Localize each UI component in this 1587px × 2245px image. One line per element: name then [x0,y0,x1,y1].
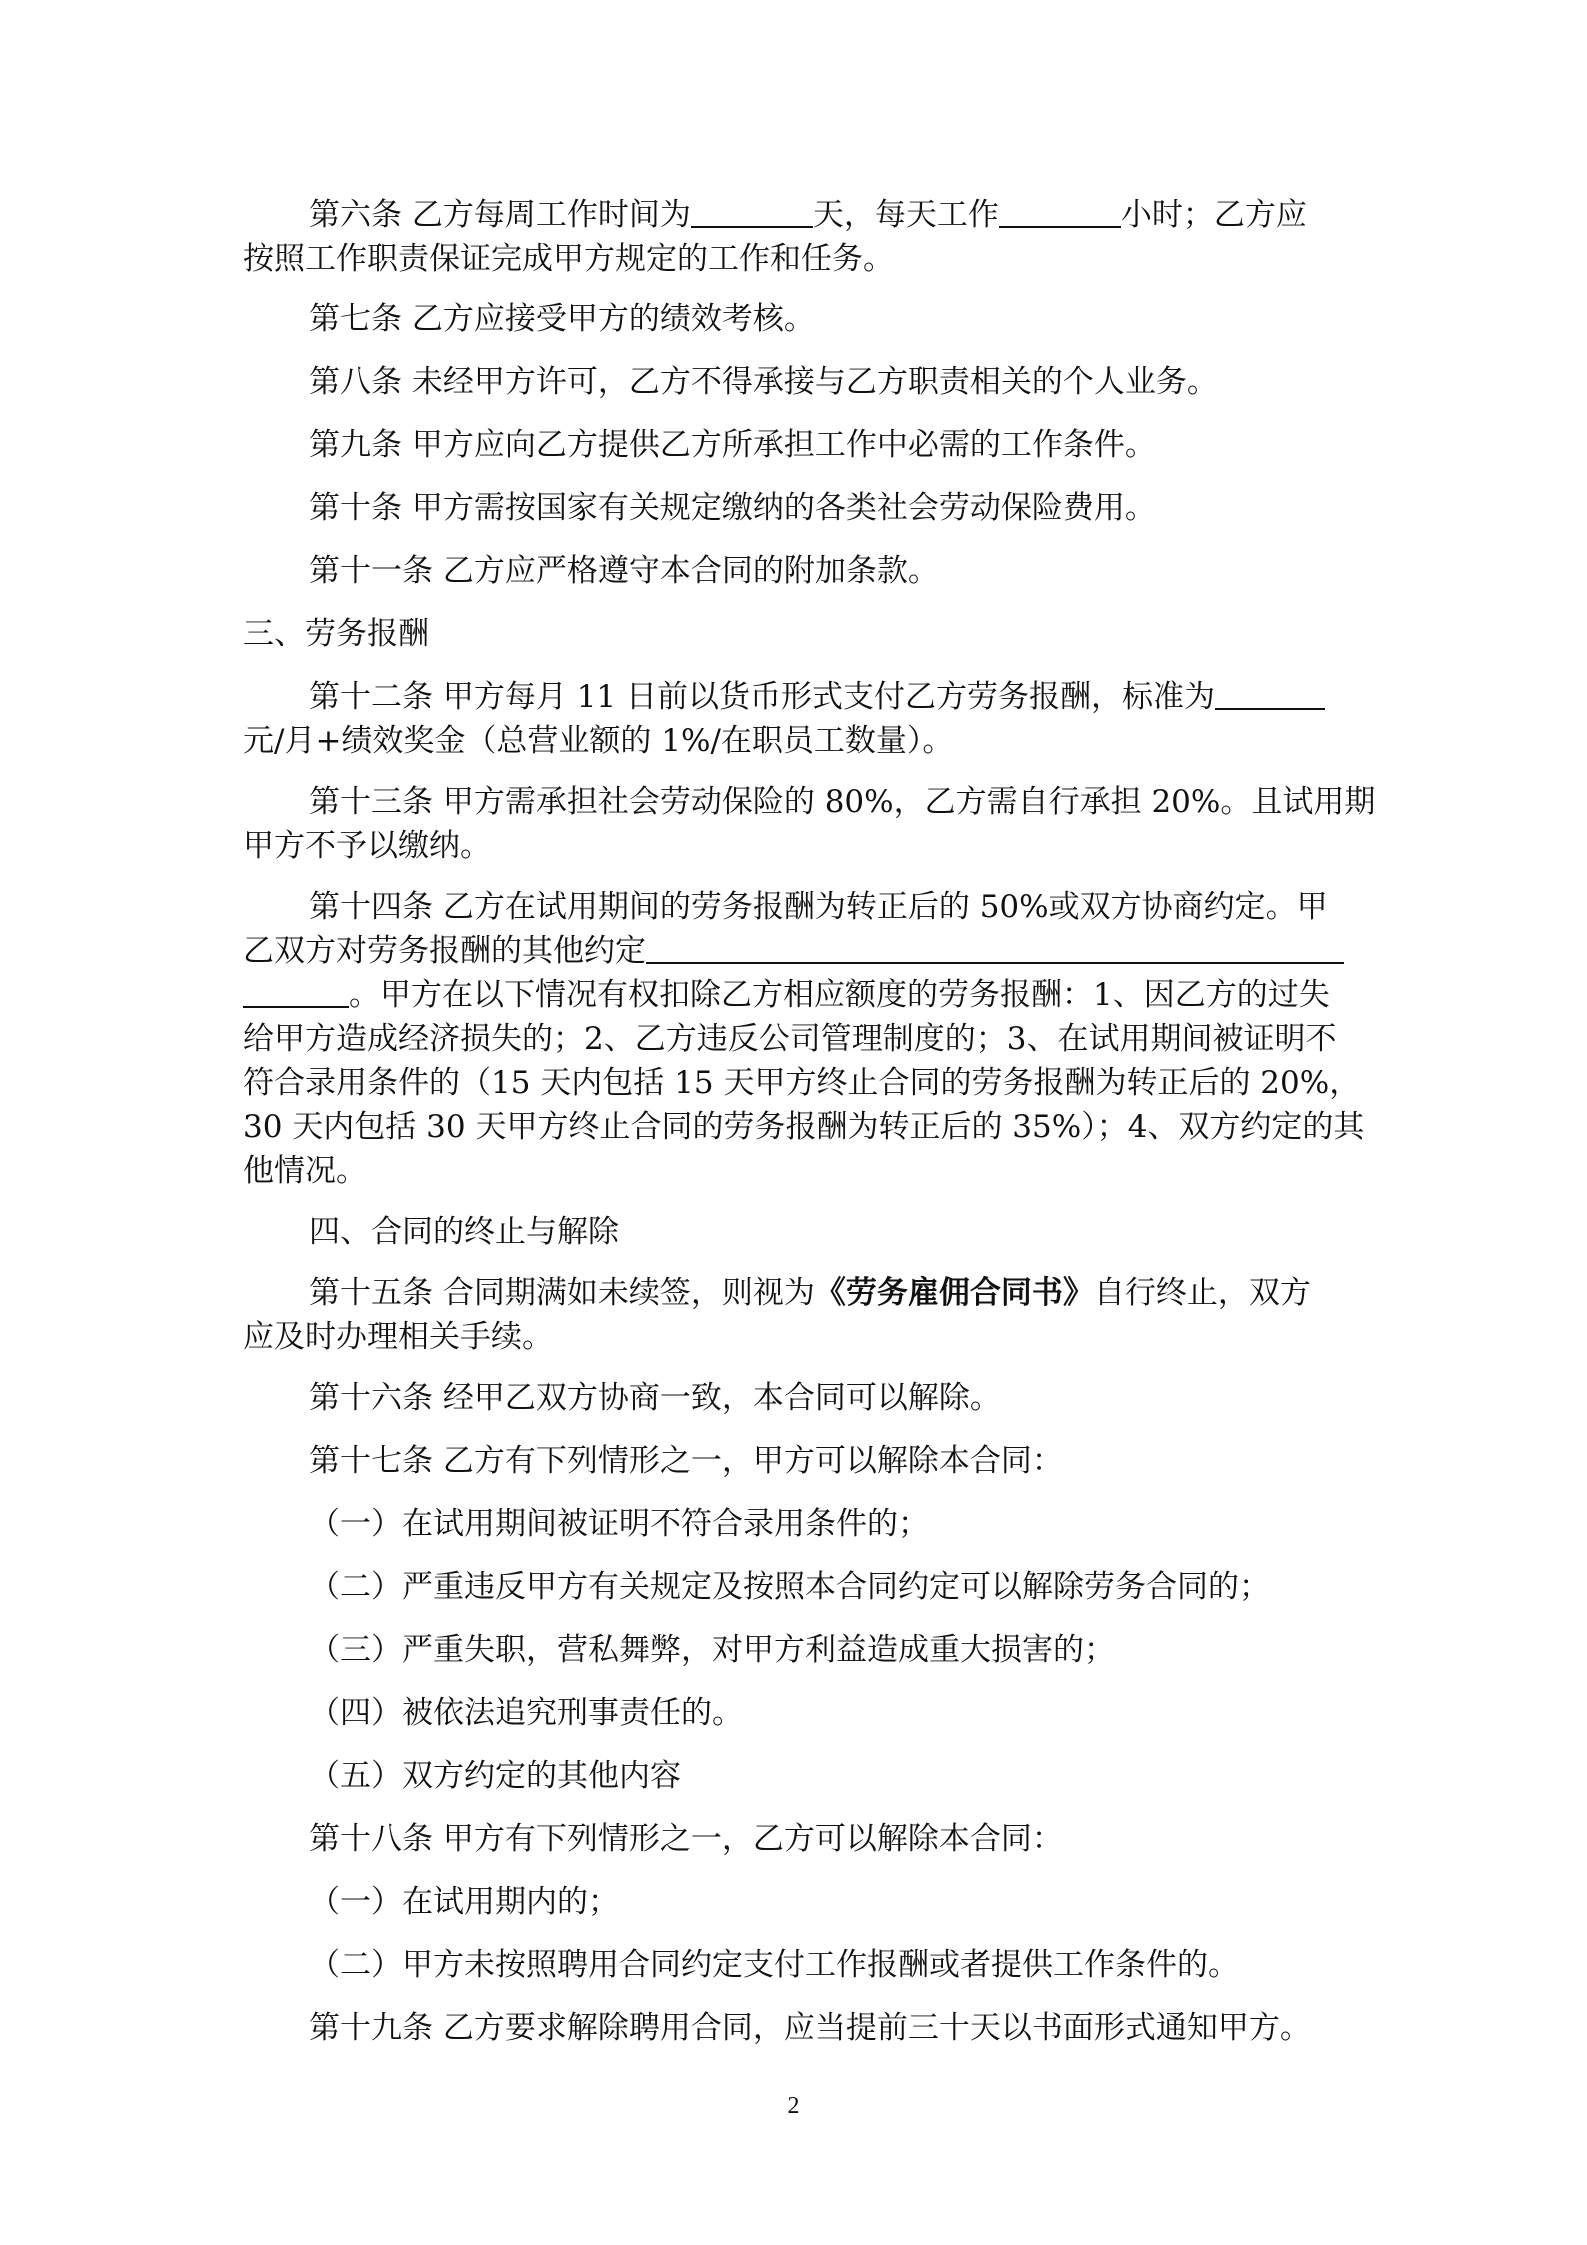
article-18-item-1: （一）在试用期内的； [309,1884,619,1920]
article-17-item-2: （二）严重违反甲方有关规定及按照本合同约定可以解除劳务合同的； [309,1569,1270,1605]
work-days-blank [691,196,813,228]
article-15-text-a: 第十五条 合同期满如未续签，则视为 [309,1275,815,1311]
section-3-heading: 三、劳务报酬 [243,616,429,652]
article-12-text: 第十二条 甲方每月 11 日前以货币形式支付乙方劳务报酬，标准为 [309,679,1216,715]
article-14-line-3 [243,973,1353,1017]
article-18-item-2: （二）甲方未按照聘用合同约定支付工作报酬或者提供工作条件的。 [309,1947,1239,1983]
article-7: 第七条 乙方应接受甲方的绩效考核。 [309,301,815,337]
work-hours-blank [999,196,1121,228]
article-6-line-2: 按照工作职责保证完成甲方规定的工作和任务。 [243,241,894,277]
other-agreement-blank [646,932,1344,964]
article-15 [243,1271,1353,1315]
salary-standard-blank [1215,678,1325,710]
article-17: 第十七条 乙方有下列情形之一，甲方可以解除本合同： [309,1443,1063,1479]
article-14-line-5: 符合录用条件的（15 天内包括 15 天甲方终止合同的劳务报酬为转正后的 20%， [243,1065,1361,1101]
section-4-heading: 四、合同的终止与解除 [309,1214,619,1250]
article-11: 第十一条 乙方应严格遵守本合同的附加条款。 [309,553,939,589]
article-6-text-c: 小时；乙方应 [1120,197,1307,233]
article-15-text-b: 自行终止，双方 [1093,1275,1311,1311]
article-9: 第九条 甲方应向乙方提供乙方所承担工作中必需的工作条件。 [309,427,1156,463]
article-19: 第十九条 乙方要求解除聘用合同，应当提前三十天以书面形式通知甲方。 [309,2010,1311,2046]
article-10: 第十条 甲方需按国家有关规定缴纳的各类社会劳动保险费用。 [309,490,1156,526]
article-8: 第八条 未经甲方许可，乙方不得承接与乙方职责相关的个人业务。 [309,364,1218,400]
other-agreement-blank-cont [243,976,349,1008]
contract-title-reference: 《劳务雇佣合同书》 [814,1275,1094,1311]
article-16: 第十六条 经甲乙双方协商一致，本合同可以解除。 [309,1380,1001,1416]
article-13-line-1: 第十三条 甲方需承担社会劳动保险的 80%，乙方需自行承担 20%。且试用期 [309,784,1376,820]
article-15-line-2: 应及时办理相关手续。 [243,1319,553,1355]
article-6 [243,193,1353,237]
article-17-item-1: （一）在试用期间被证明不符合录用条件的； [309,1506,929,1542]
article-14-line-2 [243,929,1353,973]
article-17-item-5: （五）双方约定的其他内容 [309,1758,681,1794]
page-number: 2 [787,2093,800,2119]
article-14-line-7: 他情况。 [243,1153,367,1189]
article-18: 第十八条 甲方有下列情形之一，乙方可以解除本合同： [309,1821,1063,1857]
article-14-line-6: 30 天内包括 30 天甲方终止合同的劳务报酬为转正后的 35%）；4、双方约定的其 [243,1109,1365,1145]
article-13-line-2: 甲方不予以缴纳。 [243,828,491,864]
article-14-line-1: 第十四条 乙方在试用期间的劳务报酬为转正后的 50%或双方协商约定。甲 [309,889,1328,925]
article-14-line-3-text: 。甲方在以下情况有权扣除乙方相应额度的劳务报酬：1、因乙方的过失 [349,977,1330,1013]
article-12 [243,675,1353,719]
article-6-text-a: 第六条 乙方每周工作时间为 [309,197,691,233]
article-17-item-3: （三）严重失职，营私舞弊，对甲方利益造成重大损害的； [309,1632,1115,1668]
article-12-line-2: 元/月+绩效奖金（总营业额的 1%/在职员工数量）。 [243,723,954,759]
article-17-item-4: （四）被依法追究刑事责任的。 [309,1695,743,1731]
article-6-text-b: 天，每天工作 [812,197,999,233]
article-14-line-4: 给甲方造成经济损失的；2、乙方违反公司管理制度的；3、在试用期间被证明不 [243,1021,1337,1057]
article-14-other-agreement-label: 乙双方对劳务报酬的其他约定 [243,933,646,969]
